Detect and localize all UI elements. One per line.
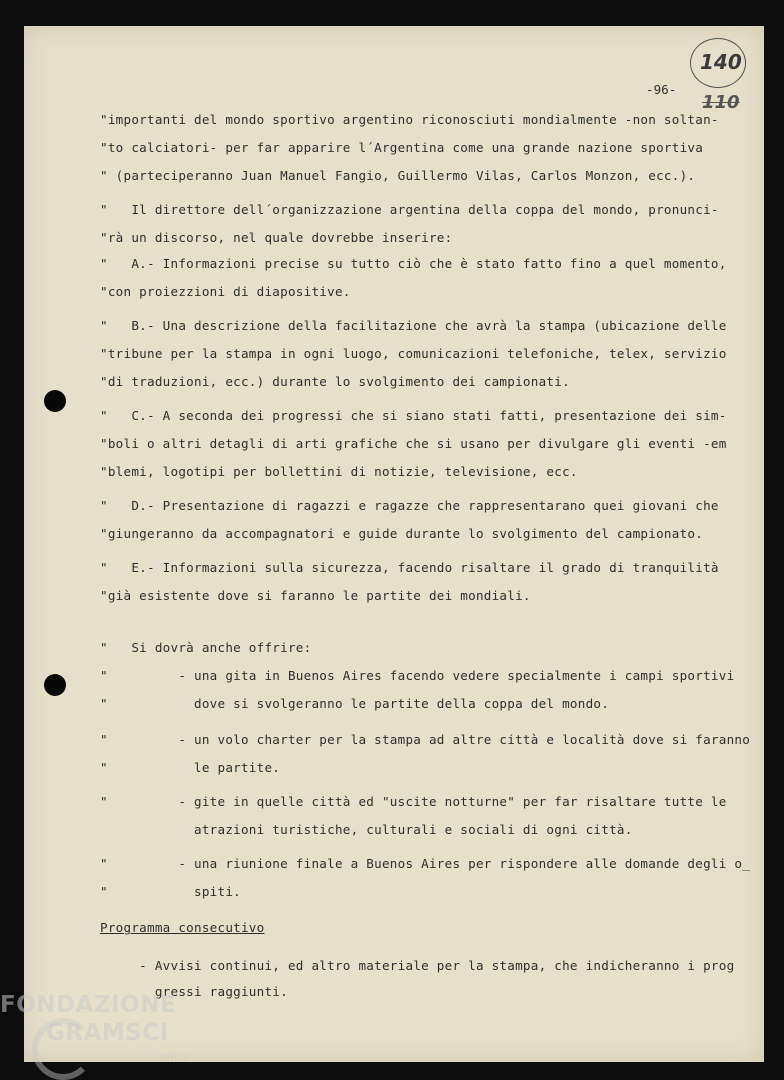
text-line: " - gite in quelle città ed "uscite notturne" per far risaltare tutte le (100, 794, 727, 809)
text-line: " - una riunione finale a Buenos Aires per rispondere alle domande degli o_ (100, 856, 751, 871)
text-line: " (parteciperanno Juan Manuel Fangio, Guillermo Vilas, Carlos Monzon, ecc.). (100, 168, 696, 183)
text-line: " B.- Una descrizione della facilitazione che avrà la stampa (ubicazione delle (100, 318, 727, 333)
text-line: gressi raggiunti. (100, 984, 288, 999)
text-line: atrazioni turistiche, culturali e sociali di ogni città. (100, 822, 633, 837)
document-page (24, 26, 764, 1062)
punch-hole (44, 390, 66, 412)
text-line: "rà un discorso, nel quale dovrebbe inserire: (100, 230, 453, 245)
section-title: Programma consecutivo (100, 920, 265, 935)
crossed-archive-number: 110 (702, 92, 740, 113)
text-line: - Avvisi continui, ed altro materiale per la stampa, che indicheranno i prog (100, 958, 735, 973)
text-line: " A.- Informazioni precise su tutto ciò che è stato fatto fino a quel momento, (100, 256, 727, 271)
watermark-sub: onlus (160, 1050, 190, 1063)
text-line: "con proiezzioni di diapositive. (100, 284, 351, 299)
text-line: " - un volo charter per la stampa ad altre città e località dove si faranno (100, 732, 751, 747)
text-line: " C.- A seconda dei progressi che si siano stati fatti, presentazione dei sim- (100, 408, 727, 423)
text-line: "importanti del mondo sportivo argentino riconosciuti mondialmente -non soltan- (100, 112, 719, 127)
text-line: " D.- Presentazione di ragazzi e ragazze che rappresentarano quei giovani che (100, 498, 719, 513)
text-line: "tribune per la stampa in ogni luogo, comunicazioni telefoniche, telex, servizio (100, 346, 727, 361)
text-line: "boli o altri detagli di arti grafiche che si usano per divulgare gli eventi -em (100, 436, 727, 451)
text-line: " dove si svolgeranno le partite della coppa del mondo. (100, 696, 610, 711)
text-line: " E.- Informazioni sulla sicurezza, facendo risaltare il grado di tranquilità (100, 560, 719, 575)
archive-number: 140 (700, 50, 742, 74)
text-line: " le partite. (100, 760, 281, 775)
text-line: " Il direttore dell´organizzazione argentina della coppa del mondo, pronunci- (100, 202, 719, 217)
watermark-line1: FONDAZIONE (0, 992, 177, 1018)
punch-hole (44, 674, 66, 696)
text-line: " Si dovrà anche offrire: (100, 640, 312, 655)
text-line: "di traduzioni, ecc.) durante lo svolgimento dei campionati. (100, 374, 570, 389)
text-line: "già esistente dove si faranno le partite dei mondiali. (100, 588, 531, 603)
text-line: "giungeranno da accompagnatori e guide durante lo svolgimento del campionato. (100, 526, 704, 541)
text-line: " - una gita in Buenos Aires facendo vedere specialmente i campi sportivi (100, 668, 735, 683)
text-line: "blemi, logotipi per bollettini di notizie, televisione, ecc. (100, 464, 578, 479)
watermark-line2: GRAMSCI (46, 1020, 169, 1046)
text-line: "to calciatori- per far apparire l´Argentina come una grande nazione sportiva (100, 140, 704, 155)
page-number: -96- (646, 82, 677, 97)
text-line: " spiti. (100, 884, 241, 899)
